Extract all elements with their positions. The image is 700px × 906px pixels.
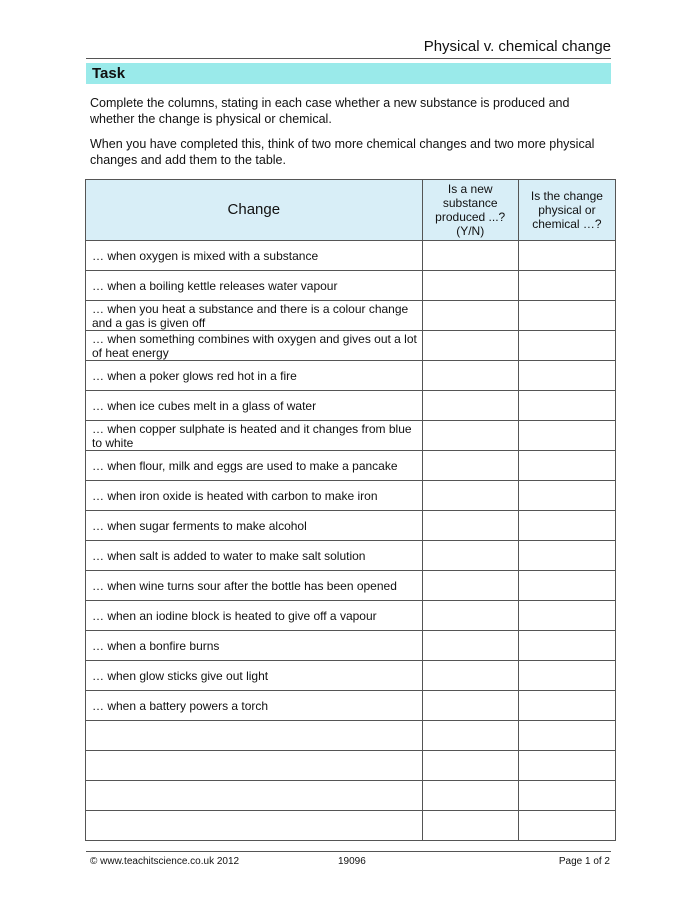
task-banner bbox=[86, 63, 611, 84]
new-substance-answer-cell[interactable] bbox=[422, 331, 518, 361]
header-new-substance: Is a new substance produced ...? (Y/N) bbox=[422, 180, 518, 241]
new-substance-answer-cell[interactable] bbox=[422, 541, 518, 571]
change-description-cell: … when salt is added to water to make salt solution bbox=[86, 541, 423, 571]
new-substance-answer-cell[interactable] bbox=[422, 451, 518, 481]
table-row bbox=[86, 631, 616, 661]
new-substance-answer-cell[interactable] bbox=[422, 811, 518, 841]
change-description-cell: … when a bonfire burns bbox=[86, 631, 423, 661]
change-description-cell: … when something combines with oxygen and gives out a lot of heat energy bbox=[86, 331, 423, 361]
header-physical-or-chemical: Is the change physical or chemical …? bbox=[518, 180, 615, 241]
physical-or-chemical-answer-cell[interactable] bbox=[518, 451, 615, 481]
physical-or-chemical-answer-cell[interactable] bbox=[518, 391, 615, 421]
new-substance-answer-cell[interactable] bbox=[422, 241, 518, 271]
physical-or-chemical-answer-cell[interactable] bbox=[518, 331, 615, 361]
table-body bbox=[86, 241, 616, 841]
change-description-cell: … when a battery powers a torch bbox=[86, 691, 423, 721]
new-substance-answer-cell[interactable] bbox=[422, 751, 518, 781]
table-row bbox=[86, 301, 616, 331]
new-substance-answer-cell[interactable] bbox=[422, 421, 518, 451]
physical-or-chemical-answer-cell[interactable] bbox=[518, 721, 615, 751]
page-title: Physical v. chemical change bbox=[423, 38, 611, 55]
change-description-cell: … when wine turns sour after the bottle has been opened bbox=[86, 571, 423, 601]
change-description-cell: … when you heat a substance and there is a colour change and a gas is given off bbox=[86, 301, 423, 331]
new-substance-answer-cell[interactable] bbox=[422, 511, 518, 541]
physical-or-chemical-answer-cell[interactable] bbox=[518, 811, 615, 841]
table-row bbox=[86, 391, 616, 421]
footer-code: 19096 bbox=[338, 856, 366, 867]
header-change: Change bbox=[86, 180, 423, 241]
new-substance-answer-cell[interactable] bbox=[422, 571, 518, 601]
change-description-cell: … when iron oxide is heated with carbon to make iron bbox=[86, 481, 423, 511]
change-description-cell bbox=[86, 721, 423, 751]
physical-or-chemical-answer-cell[interactable] bbox=[518, 541, 615, 571]
change-description-cell: … when glow sticks give out light bbox=[86, 661, 423, 691]
physical-or-chemical-answer-cell[interactable] bbox=[518, 481, 615, 511]
physical-or-chemical-answer-cell[interactable] bbox=[518, 511, 615, 541]
table-row bbox=[86, 751, 616, 781]
change-description-cell: … when copper sulphate is heated and it changes from blue to white bbox=[86, 421, 423, 451]
change-description-cell bbox=[86, 781, 423, 811]
new-substance-answer-cell[interactable] bbox=[422, 601, 518, 631]
change-description-cell: … when ice cubes melt in a glass of water bbox=[86, 391, 423, 421]
table-row bbox=[86, 271, 616, 301]
physical-or-chemical-answer-cell[interactable] bbox=[518, 301, 615, 331]
new-substance-answer-cell[interactable] bbox=[422, 691, 518, 721]
table-row bbox=[86, 451, 616, 481]
table-row bbox=[86, 331, 616, 361]
new-substance-answer-cell[interactable] bbox=[422, 721, 518, 751]
instruction-paragraph-2: When you have completed this, think of two more chemical changes and two more physical changes and add them to the table. bbox=[90, 137, 595, 167]
change-description-cell: … when sugar ferments to make alcohol bbox=[86, 511, 423, 541]
footer-page-number: Page 1 of 2 bbox=[558, 856, 610, 867]
table-row bbox=[86, 781, 616, 811]
physical-or-chemical-answer-cell[interactable] bbox=[518, 421, 615, 451]
footer-copyright: © www.teachitscience.co.uk 2012 bbox=[90, 856, 240, 867]
change-description-cell: … when flour, milk and eggs are used to make a pancake bbox=[86, 451, 423, 481]
table-header-row bbox=[86, 180, 616, 241]
table-row bbox=[86, 241, 616, 271]
new-substance-answer-cell[interactable] bbox=[422, 481, 518, 511]
footer-divider bbox=[86, 851, 611, 852]
change-description-cell: … when an iodine block is heated to give off a vapour bbox=[86, 601, 423, 631]
change-description-cell bbox=[86, 751, 423, 781]
table-row bbox=[86, 721, 616, 751]
task-label: Task bbox=[92, 65, 126, 82]
physical-or-chemical-answer-cell[interactable] bbox=[518, 661, 615, 691]
new-substance-answer-cell[interactable] bbox=[422, 661, 518, 691]
table-row bbox=[86, 811, 616, 841]
new-substance-answer-cell[interactable] bbox=[422, 271, 518, 301]
table-row bbox=[86, 541, 616, 571]
physical-or-chemical-answer-cell[interactable] bbox=[518, 751, 615, 781]
physical-or-chemical-answer-cell[interactable] bbox=[518, 271, 615, 301]
table-row bbox=[86, 361, 616, 391]
table-row bbox=[86, 661, 616, 691]
table-row bbox=[86, 421, 616, 451]
new-substance-answer-cell[interactable] bbox=[422, 301, 518, 331]
physical-or-chemical-answer-cell[interactable] bbox=[518, 601, 615, 631]
instruction-paragraph-1: Complete the columns, stating in each case whether a new substance is produced and whether the change is physical or chemical. bbox=[90, 96, 570, 126]
table-row bbox=[86, 571, 616, 601]
new-substance-answer-cell[interactable] bbox=[422, 631, 518, 661]
change-description-cell: … when oxygen is mixed with a substance bbox=[86, 241, 423, 271]
change-description-cell bbox=[86, 811, 423, 841]
table-row bbox=[86, 511, 616, 541]
physical-or-chemical-answer-cell[interactable] bbox=[518, 241, 615, 271]
physical-or-chemical-answer-cell[interactable] bbox=[518, 781, 615, 811]
table-row bbox=[86, 481, 616, 511]
table-row bbox=[86, 601, 616, 631]
table-row bbox=[86, 691, 616, 721]
change-description-cell: … when a poker glows red hot in a fire bbox=[86, 361, 423, 391]
title-divider bbox=[86, 58, 611, 59]
new-substance-answer-cell[interactable] bbox=[422, 781, 518, 811]
physical-or-chemical-answer-cell[interactable] bbox=[518, 361, 615, 391]
new-substance-answer-cell[interactable] bbox=[422, 361, 518, 391]
physical-or-chemical-answer-cell[interactable] bbox=[518, 631, 615, 661]
physical-or-chemical-answer-cell[interactable] bbox=[518, 571, 615, 601]
physical-or-chemical-answer-cell[interactable] bbox=[518, 691, 615, 721]
change-description-cell: … when a boiling kettle releases water vapour bbox=[86, 271, 423, 301]
changes-table bbox=[85, 179, 616, 841]
new-substance-answer-cell[interactable] bbox=[422, 391, 518, 421]
